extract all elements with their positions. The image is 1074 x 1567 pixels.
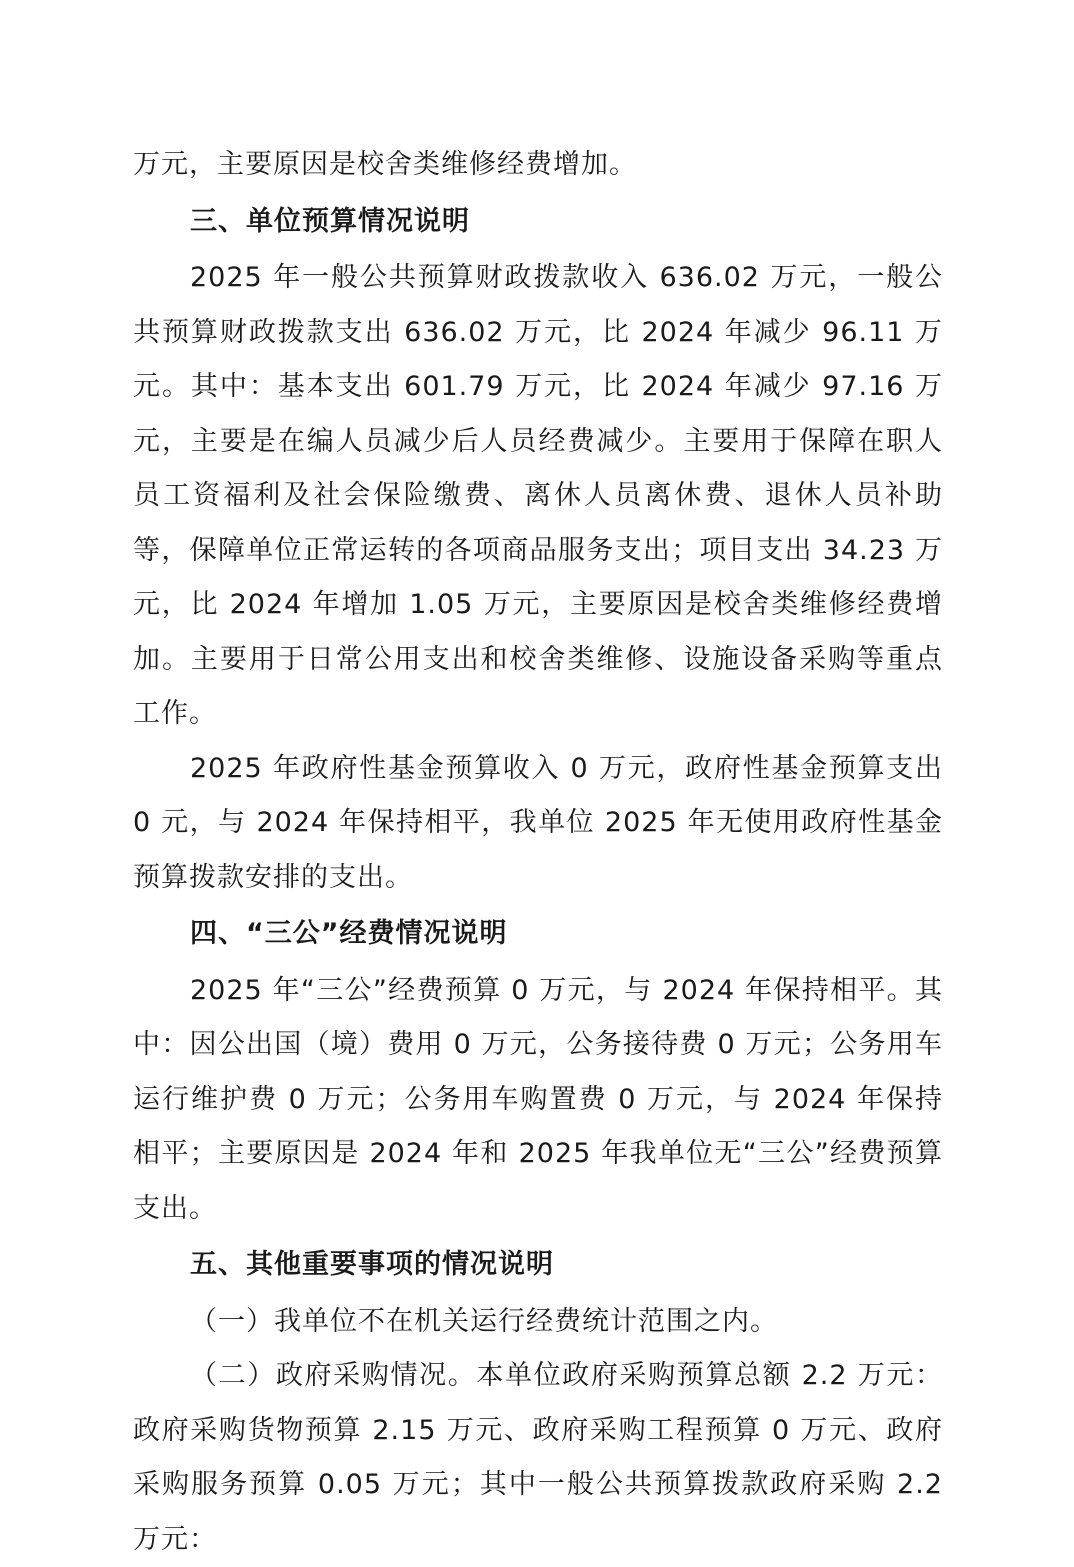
paragraph-government-fund: 2025 年政府性基金预算收入 0 万元，政府性基金预算支出 0 元，与 2024 年保持相平，我单位 2025 年无使用政府性基金预算拨款安排的支出。 — [133, 752, 943, 893]
section-heading-unit-budget: 三、单位预算情况说明 — [190, 205, 470, 237]
paragraph-item-one: （一）我单位不在机关运行经费统计范围之内。 — [190, 1305, 778, 1337]
section-heading-three-public: 四、“三公”经费情况说明 — [190, 918, 508, 949]
paragraph-three-public-expenses: 2025 年“三公”经费预算 0 万元，与 2024 年保持相平。其中：因公出国（境）费用 0 万元，公务接待费 0 万元；公务用车运行维护费 0 万元；公务用车购置费 0 万元，与 2024 年保持相平；主要原因是 2024 年和 2025 年我单位无“三公”经费预算支出。 — [133, 974, 943, 1224]
paragraph-item-two: （二）政府采购情况。本单位政府采购预算总额 2.2 万元：政府采购货物预算 2.15 万元、政府采购工程预算 0 万元、政府采购服务预算 0.05 万元；其中一般公共预算拨款政府采购 2.2 万元： — [133, 1360, 943, 1555]
section-heading-other-matters: 五、其他重要事项的情况说明 — [190, 1249, 554, 1280]
paragraph-continuation: 万元，主要原因是校舍类维修经费增加。 — [133, 149, 637, 180]
paragraph-general-budget: 2025 年一般公共预算财政拨款收入 636.02 万元，一般公共预算财政拨款支出 636.02 万元，比 2024 年减少 96.11 万元。其中：基本支出 601.79 万元，比 2024 年减少 97.16 万元，主要是在编人员减少后人员经费减少。主要用于保障在职人员工资福利及社会保险缴费、离休人员离休费、退休人员补助等，保障单位正常运转的各项商品服务支出；项目支出 34.23 万元，比 2024 年增加 1.05 万元，主要原因是校舍类维修经费增加。主要用于日常公用支出和校舍类维修、设施设备采购等重点工作。 — [133, 262, 943, 729]
document-body — [133, 138, 943, 1567]
